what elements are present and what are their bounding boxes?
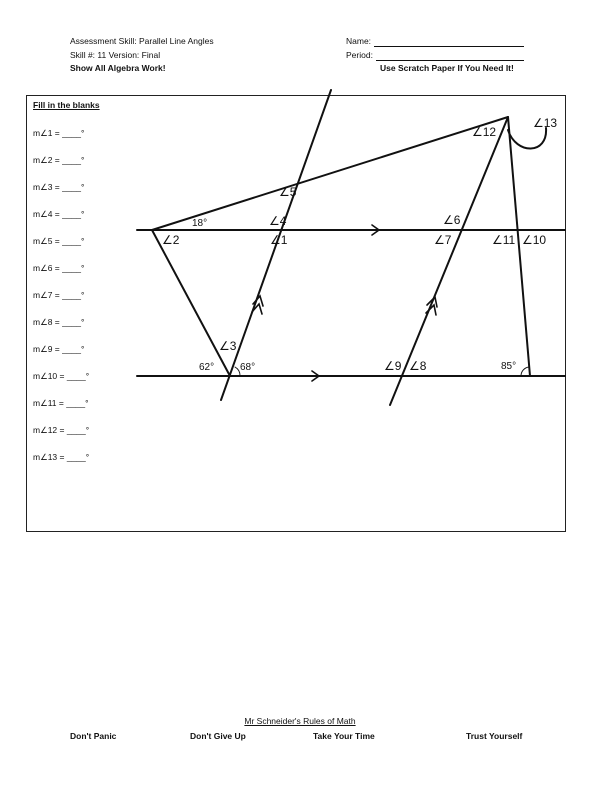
rule-dont-give-up: Don't Give Up xyxy=(190,731,246,741)
rules-title: Mr Schneider's Rules of Math xyxy=(244,716,356,726)
fill-in-blanks-title: Fill in the blanks xyxy=(33,100,100,110)
scratch-paper-note: Use Scratch Paper If You Need It! xyxy=(380,63,514,73)
blank-angle-10[interactable]: m∠10 = ____° xyxy=(33,371,90,381)
angle-11-label: ∠11 xyxy=(492,233,516,247)
angle-12-label: ∠12 xyxy=(472,125,497,139)
algebra-instruction: Show All Algebra Work! xyxy=(70,63,166,73)
blank-angle-1[interactable]: m∠1 = ____° xyxy=(33,128,85,138)
assessment-skill-line: Assessment Skill: Parallel Line Angles xyxy=(70,36,214,46)
blank-angle-5[interactable]: m∠5 = ____° xyxy=(33,236,85,246)
angle-1-label: ∠1 xyxy=(270,233,288,247)
angle-5-label: ∠5 xyxy=(279,185,297,199)
angle-18-label: 18° xyxy=(192,218,208,229)
angle-13-arc xyxy=(508,128,546,149)
skill-version-line: Skill #: 11 Version: Final xyxy=(70,50,161,60)
angle-8-label: ∠8 xyxy=(409,359,427,373)
blank-angle-8[interactable]: m∠8 = ____° xyxy=(33,317,85,327)
angle-62-label: 62° xyxy=(199,362,215,373)
right-transversal xyxy=(390,117,508,405)
angle-85-label: 85° xyxy=(501,361,517,372)
angle-85-arc xyxy=(521,367,529,376)
rule-take-your-time: Take Your Time xyxy=(313,731,375,741)
angle-4-label: ∠4 xyxy=(269,214,287,228)
name-label: Name: xyxy=(346,36,372,46)
blank-angle-12[interactable]: m∠12 = ____° xyxy=(33,425,90,435)
blank-angle-7[interactable]: m∠7 = ____° xyxy=(33,290,85,300)
blank-angle-9[interactable]: m∠9 = ____° xyxy=(33,344,85,354)
blank-angle-3[interactable]: m∠3 = ____° xyxy=(33,182,85,192)
angle-13-label: ∠13 xyxy=(533,116,558,130)
period-label: Period: xyxy=(346,50,373,60)
angle-7-label: ∠7 xyxy=(434,233,452,247)
angle-6-label: ∠6 xyxy=(443,213,461,227)
left-slanted-segment xyxy=(152,230,230,376)
blank-angle-11[interactable]: m∠11 = ____° xyxy=(33,398,89,408)
rule-dont-panic: Don't Panic xyxy=(70,731,117,741)
angle-3-label: ∠3 xyxy=(219,339,237,353)
angle-10-label: ∠10 xyxy=(522,233,547,247)
rule-trust-yourself: Trust Yourself xyxy=(466,731,523,741)
blank-angle-6[interactable]: m∠6 = ____° xyxy=(33,263,85,273)
blank-angle-2[interactable]: m∠2 = ____° xyxy=(33,155,85,165)
angle-9-label: ∠9 xyxy=(384,359,402,373)
blank-angle-13[interactable]: m∠13 = ____° xyxy=(33,452,90,462)
blank-angle-4[interactable]: m∠4 = ____° xyxy=(33,209,85,219)
angle-2-label: ∠2 xyxy=(162,233,180,247)
angle-68-label: 68° xyxy=(240,362,256,373)
